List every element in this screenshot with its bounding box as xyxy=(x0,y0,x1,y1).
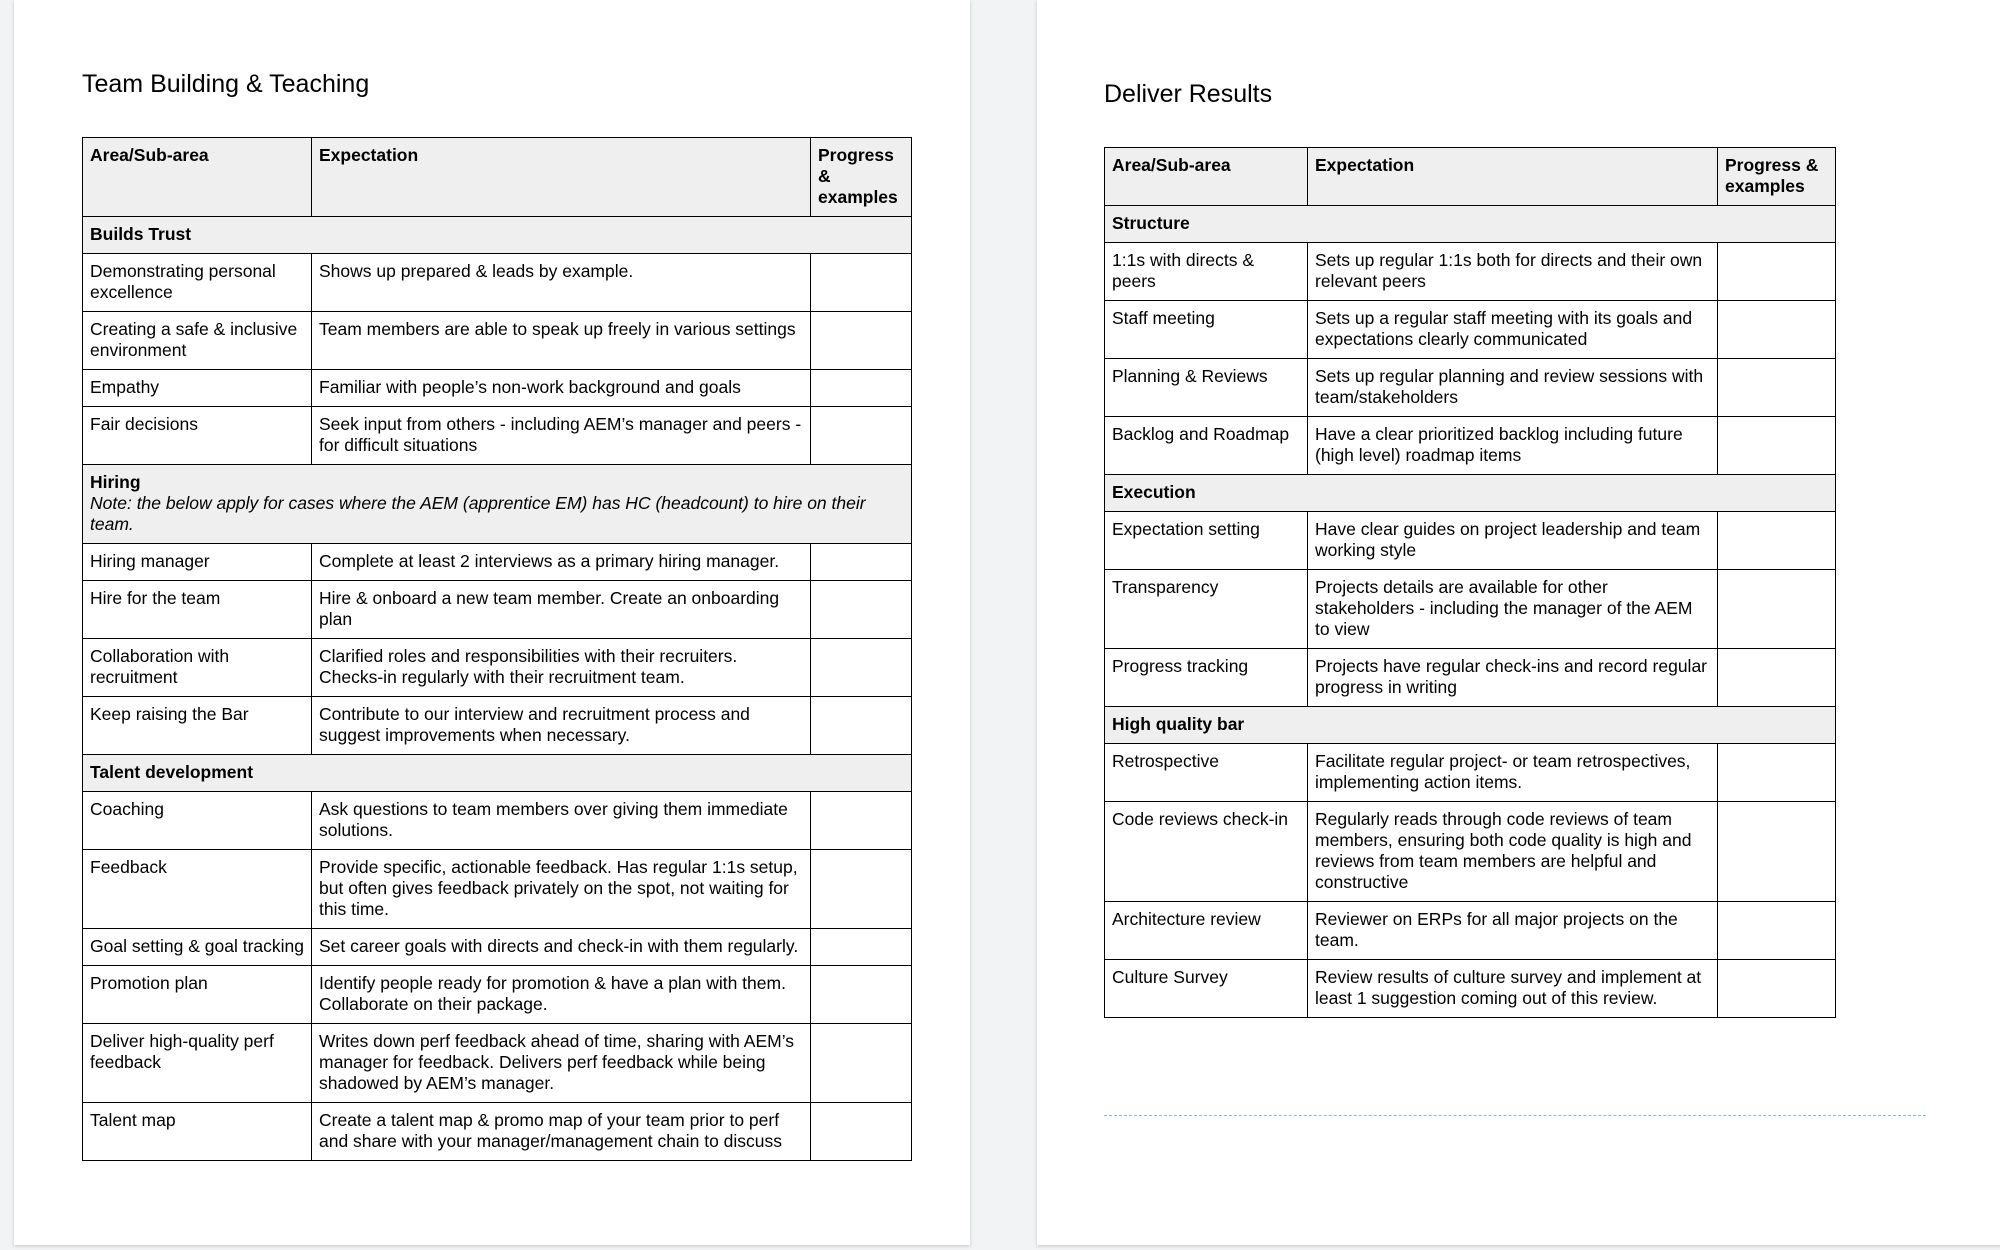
table-row xyxy=(83,254,912,312)
section-header xyxy=(83,755,912,792)
expectation-cell: Facilitate regular project- or team retrospectives, implementing action items. xyxy=(1308,744,1718,802)
progress-cell[interactable] xyxy=(811,407,912,465)
progress-cell[interactable] xyxy=(1718,744,1836,802)
table-row xyxy=(83,1024,912,1103)
table-row xyxy=(1105,802,1836,902)
table-row xyxy=(83,929,912,966)
table-row xyxy=(83,792,912,850)
progress-cell[interactable] xyxy=(1718,960,1836,1018)
expectation-cell: Regularly reads through code reviews of team members, ensuring both code quality is high and reviews from team members are helpful and constructive xyxy=(1308,802,1718,902)
document-page-right xyxy=(1037,0,2000,1245)
expectation-cell: Sets up a regular staff meeting with its goals and expectations clearly communicated xyxy=(1308,301,1718,359)
area-cell: Staff meeting xyxy=(1105,301,1308,359)
column-header: Area/Sub-area xyxy=(83,138,312,217)
section-header xyxy=(83,465,912,544)
area-cell: Collaboration with recruitment xyxy=(83,639,312,697)
section-name: Talent development xyxy=(90,762,254,782)
section-header xyxy=(1105,206,1836,243)
expectation-cell: Ask questions to team members over giving them immediate solutions. xyxy=(312,792,811,850)
expectation-cell: Familiar with people’s non-work background and goals xyxy=(312,370,811,407)
progress-cell[interactable] xyxy=(1718,570,1836,649)
table-row xyxy=(1105,417,1836,475)
progress-cell[interactable] xyxy=(811,1103,912,1161)
progress-cell[interactable] xyxy=(1718,512,1836,570)
table-row xyxy=(83,697,912,755)
progress-cell[interactable] xyxy=(811,312,912,370)
table-row xyxy=(1105,512,1836,570)
column-header: Progress & examples xyxy=(1718,148,1836,206)
area-cell: Progress tracking xyxy=(1105,649,1308,707)
table-header-row xyxy=(1105,148,1836,206)
area-cell: Hiring manager xyxy=(83,544,312,581)
area-cell: 1:1s with directs & peers xyxy=(1105,243,1308,301)
area-cell: Expectation setting xyxy=(1105,512,1308,570)
progress-cell[interactable] xyxy=(1718,301,1836,359)
area-cell: Hire for the team xyxy=(83,581,312,639)
area-cell: Transparency xyxy=(1105,570,1308,649)
progress-cell[interactable] xyxy=(811,370,912,407)
expectation-cell: Create a talent map & promo map of your team prior to perf and share with your manager/management chain to discuss xyxy=(312,1103,811,1161)
progress-cell[interactable] xyxy=(811,697,912,755)
table-row xyxy=(1105,243,1836,301)
progress-cell[interactable] xyxy=(811,850,912,929)
expectation-cell: Hire & onboard a new team member. Create an onboarding plan xyxy=(312,581,811,639)
progress-cell[interactable] xyxy=(811,966,912,1024)
area-cell: Creating a safe & inclusive environment xyxy=(83,312,312,370)
table-row xyxy=(1105,570,1836,649)
expectation-cell: Set career goals with directs and check-in with them regularly. xyxy=(312,929,811,966)
area-cell: Feedback xyxy=(83,850,312,929)
section-row xyxy=(83,465,912,544)
progress-cell[interactable] xyxy=(1718,243,1836,301)
area-cell: Planning & Reviews xyxy=(1105,359,1308,417)
progress-cell[interactable] xyxy=(811,581,912,639)
table-row xyxy=(1105,744,1836,802)
progress-cell[interactable] xyxy=(1718,802,1836,902)
section-note: Note: the below apply for cases where the AEM (apprentice EM) has HC (headcount) to hire on their team. xyxy=(90,493,866,534)
expectation-cell: Complete at least 2 interviews as a primary hiring manager. xyxy=(312,544,811,581)
table-row xyxy=(83,544,912,581)
progress-cell[interactable] xyxy=(811,1024,912,1103)
expectations-table-team-building xyxy=(82,137,912,1161)
table-row xyxy=(83,639,912,697)
section-row xyxy=(1105,206,1836,243)
progress-cell[interactable] xyxy=(811,639,912,697)
table-row xyxy=(83,581,912,639)
expectation-cell: Have clear guides on project leadership and team working style xyxy=(1308,512,1718,570)
expectation-cell: Identify people ready for promotion & have a plan with them. Collaborate on their package. xyxy=(312,966,811,1024)
section-title: Deliver Results xyxy=(1104,80,1273,108)
expectation-cell: Sets up regular 1:1s both for directs and their own relevant peers xyxy=(1308,243,1718,301)
section-row xyxy=(83,755,912,792)
table-row xyxy=(1105,649,1836,707)
expectation-cell: Seek input from others - including AEM’s manager and peers - for difficult situations xyxy=(312,407,811,465)
table-row xyxy=(1105,902,1836,960)
progress-cell[interactable] xyxy=(1718,902,1836,960)
progress-cell[interactable] xyxy=(811,544,912,581)
section-header xyxy=(1105,475,1836,512)
expectations-table-deliver-results xyxy=(1104,147,1836,1018)
progress-cell[interactable] xyxy=(1718,417,1836,475)
section-name: Hiring xyxy=(90,472,141,492)
section-header xyxy=(83,217,912,254)
area-cell: Goal setting & goal tracking xyxy=(83,929,312,966)
expectation-cell: Clarified roles and responsibilities with their recruiters. Checks-in regularly with their recruitment team. xyxy=(312,639,811,697)
progress-cell[interactable] xyxy=(1718,649,1836,707)
table-row xyxy=(1105,359,1836,417)
area-cell: Talent map xyxy=(83,1103,312,1161)
expectation-cell: Provide specific, actionable feedback. Has regular 1:1s setup, but often gives feedback privately on the spot, not waiting for this time. xyxy=(312,850,811,929)
expectation-cell: Projects have regular check-ins and record regular progress in writing xyxy=(1308,649,1718,707)
area-cell: Code reviews check-in xyxy=(1105,802,1308,902)
column-header: Expectation xyxy=(312,138,811,217)
section-name: High quality bar xyxy=(1112,714,1245,734)
column-header: Expectation xyxy=(1308,148,1718,206)
table-row xyxy=(83,1103,912,1161)
section-row xyxy=(83,217,912,254)
area-cell: Keep raising the Bar xyxy=(83,697,312,755)
table-row xyxy=(83,370,912,407)
progress-cell[interactable] xyxy=(811,929,912,966)
expectation-cell: Reviewer on ERPs for all major projects on the team. xyxy=(1308,902,1718,960)
expectation-cell: Shows up prepared & leads by example. xyxy=(312,254,811,312)
area-cell: Architecture review xyxy=(1105,902,1308,960)
progress-cell[interactable] xyxy=(811,792,912,850)
area-cell: Culture Survey xyxy=(1105,960,1308,1018)
expectation-cell: Team members are able to speak up freely in various settings xyxy=(312,312,811,370)
expectation-cell: Contribute to our interview and recruitment process and suggest improvements when necessary. xyxy=(312,697,811,755)
area-cell: Backlog and Roadmap xyxy=(1105,417,1308,475)
section-title: Team Building & Teaching xyxy=(82,70,370,98)
table-row xyxy=(1105,960,1836,1018)
table-row xyxy=(1105,301,1836,359)
table-row xyxy=(83,850,912,929)
section-row xyxy=(1105,475,1836,512)
table-row xyxy=(83,312,912,370)
table-row xyxy=(83,407,912,465)
area-cell: Demonstrating personal excellence xyxy=(83,254,312,312)
expectation-cell: Sets up regular planning and review sessions with team/stakeholders xyxy=(1308,359,1718,417)
page-break-divider xyxy=(1104,1115,1926,1116)
table-header-row xyxy=(83,138,912,217)
column-header: Progress & examples xyxy=(811,138,912,217)
expectation-cell: Have a clear prioritized backlog including future (high level) roadmap items xyxy=(1308,417,1718,475)
section-row xyxy=(1105,707,1836,744)
table-row xyxy=(83,966,912,1024)
document-page-left xyxy=(14,0,970,1245)
area-cell: Coaching xyxy=(83,792,312,850)
section-name: Execution xyxy=(1112,482,1196,502)
expectation-cell: Writes down perf feedback ahead of time, sharing with AEM’s manager for feedback. Delivers perf feedback while being shadowed by AEM’s manager. xyxy=(312,1024,811,1103)
section-header xyxy=(1105,707,1836,744)
area-cell: Fair decisions xyxy=(83,407,312,465)
area-cell: Deliver high-quality perf feedback xyxy=(83,1024,312,1103)
area-cell: Promotion plan xyxy=(83,966,312,1024)
column-header: Area/Sub-area xyxy=(1105,148,1308,206)
area-cell: Retrospective xyxy=(1105,744,1308,802)
progress-cell[interactable] xyxy=(811,254,912,312)
expectation-cell: Review results of culture survey and implement at least 1 suggestion coming out of this review. xyxy=(1308,960,1718,1018)
section-name: Builds Trust xyxy=(90,224,192,244)
expectation-cell: Projects details are available for other stakeholders - including the manager of the AEM to view xyxy=(1308,570,1718,649)
area-cell: Empathy xyxy=(83,370,312,407)
progress-cell[interactable] xyxy=(1718,359,1836,417)
section-name: Structure xyxy=(1112,213,1190,233)
